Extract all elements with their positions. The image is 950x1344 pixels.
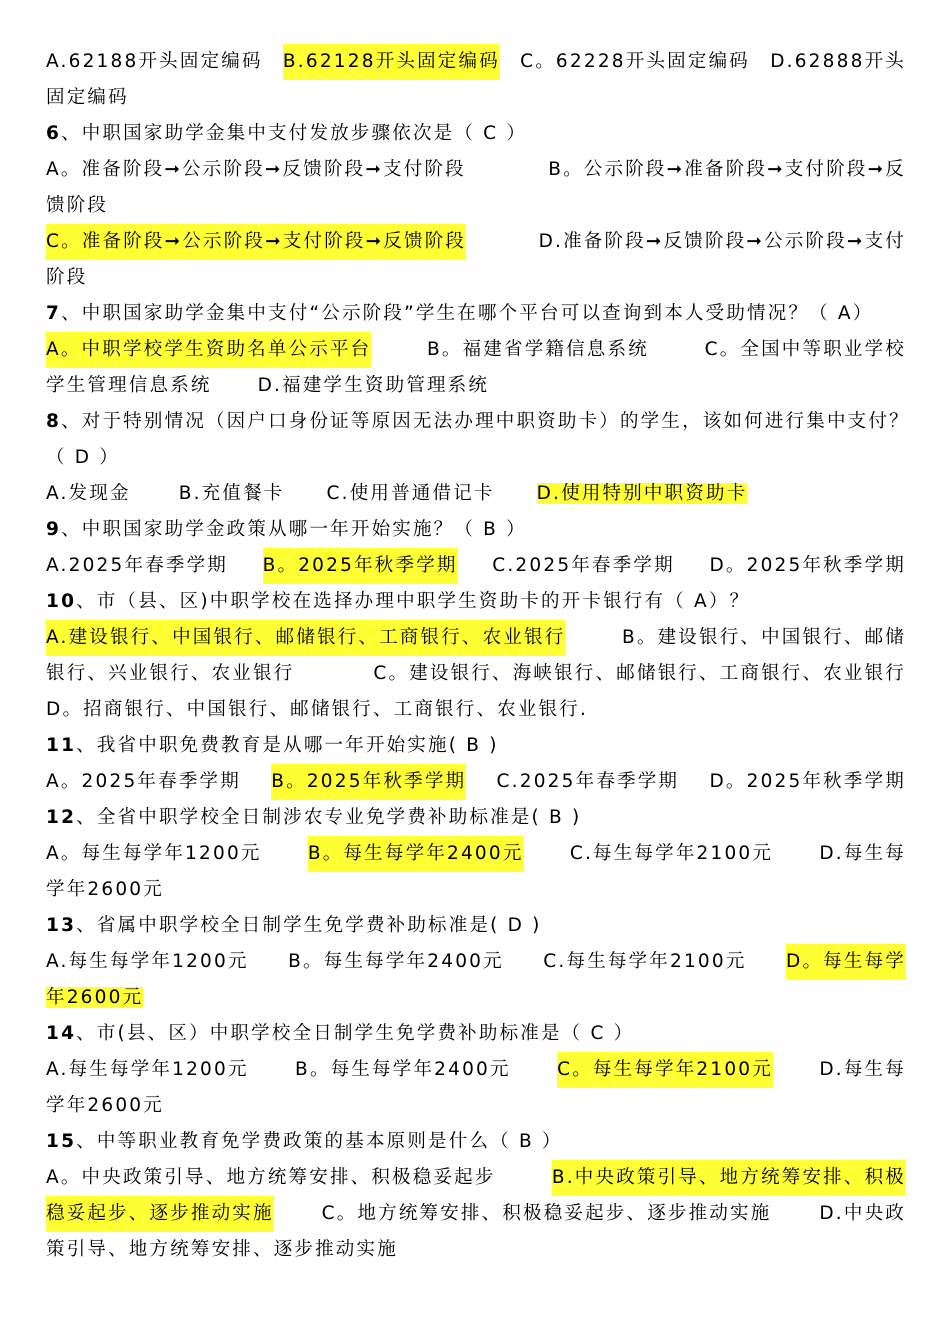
q12-number: 12: [46, 807, 77, 828]
q8-answer-bracket: （ D ）: [46, 447, 121, 468]
q6-options-line-4: [46, 260, 906, 296]
q10-option-a-answer: A.建设银行、中国银行、邮储银行、工商银行、农业银行: [46, 620, 565, 656]
q9-question: [46, 512, 906, 548]
q8-question-cont: [46, 440, 906, 476]
q12-options-line-2: [46, 872, 906, 908]
q11-text: 、我省中职免费教育是从哪一年开始实施( B ): [76, 735, 499, 756]
q15-number: 15: [46, 1131, 77, 1152]
q7-options-line-1: [46, 332, 906, 368]
q13-option-a: A.每生每学年1200元: [46, 951, 249, 972]
q6-option-d: D.准备阶段➞反馈阶段➞公示阶段➞支付: [538, 231, 906, 252]
q6-number: 6: [46, 123, 62, 144]
q8-number: 8: [46, 411, 62, 432]
q13-text: 、省属中职学校全日制学生免学费补助标准是( D ): [76, 915, 542, 936]
q5-option-a: A.62188开头固定编码: [46, 51, 263, 72]
q11-number: 11: [46, 735, 77, 756]
q14-question: [46, 1016, 906, 1052]
q15-options-line-3: [46, 1232, 906, 1268]
q9-option-c: C.2025年春季学期: [492, 555, 675, 576]
q9-options: [46, 548, 906, 584]
q15-option-d-cont: 策引导、地方统筹安排、逐步推动实施: [46, 1239, 398, 1260]
q6-option-b: B。公示阶段➞准备阶段➞支付阶段➞反: [548, 159, 906, 180]
q5-option-c: C。62228开头固定编码: [520, 51, 750, 72]
q5-options-line-1: [46, 44, 906, 80]
q9-text: 、中职国家助学金政策从哪一年开始实施？（ B ）: [61, 519, 527, 540]
q7-text: 、中职国家助学金集中支付“公示阶段”学生在哪个平台可以查询到本人受助情况？（ A）: [61, 303, 874, 324]
q13-option-b: B。每生每学年2400元: [288, 951, 504, 972]
q5-option-d: D.62888开头: [770, 51, 906, 72]
q13-options-line-2: [46, 980, 906, 1016]
q14-options-line-2: [46, 1088, 906, 1124]
q15-option-c: C。地方统筹安排、积极稳妥起步、逐步推动实施: [321, 1203, 772, 1224]
q9-option-d: D。2025年秋季学期: [709, 555, 906, 576]
q13-option-c: C.每生每学年2100元: [543, 951, 747, 972]
q11-question: [46, 728, 906, 764]
q13-question: [46, 908, 906, 944]
q10-number: 10: [46, 591, 77, 612]
q15-options-line-2: [46, 1196, 906, 1232]
q15-option-d: D.中央政: [819, 1203, 906, 1224]
q14-option-d: D.每生每: [819, 1059, 906, 1080]
document-page: [46, 44, 910, 1268]
q6-options-line-1: [46, 152, 906, 188]
q15-options-line-1: [46, 1160, 906, 1196]
q15-question: [46, 1124, 906, 1160]
q15-option-a: A。中央政策引导、地方统筹安排、积极稳妥起步: [46, 1167, 496, 1188]
q15-option-b-answer: B.中央政策引导、地方统筹安排、积极: [552, 1160, 906, 1196]
q13-options-line-1: [46, 944, 906, 980]
q12-option-a: A。每生每学年1200元: [46, 843, 262, 864]
q7-option-c-cont: 学生管理信息系统: [46, 375, 212, 396]
q8-option-a: A.发现金: [46, 483, 131, 504]
q6-options-line-3: [46, 224, 906, 260]
q7-option-a-answer: A。中职学校学生资助名单公示平台: [46, 332, 371, 368]
q5-options-line-2: [46, 80, 906, 116]
q8-text: 、对于特别情况（因户口身份证等原因无法办理中职资助卡）的学生，该如何进行集中支付？: [61, 411, 910, 432]
q14-option-a: A.每生每学年1200元: [46, 1059, 249, 1080]
q9-number: 9: [46, 519, 62, 540]
q11-option-a: A。2025年春季学期: [46, 771, 241, 792]
q12-option-c: C.每生每学年2100元: [569, 843, 774, 864]
q12-option-d: D.每生每: [819, 843, 906, 864]
q6-option-b-cont: 馈阶段: [46, 195, 109, 216]
q8-options: [46, 476, 906, 512]
q6-option-c-answer: C。准备阶段➞公示阶段➞支付阶段➞反馈阶段: [46, 224, 466, 260]
q14-option-c-answer: C。每生每学年2100元: [557, 1052, 773, 1088]
q6-options-line-2: [46, 188, 906, 224]
q10-options-line-1: [46, 620, 906, 656]
q8-option-d-answer: D.使用特别中职资助卡: [536, 483, 748, 504]
q15-text: 、中等职业教育免学费政策的基本原则是什么（ B ）: [76, 1131, 563, 1152]
q13-option-d-answer-cont: 年2600元: [46, 987, 144, 1008]
q14-option-b: B。每生每学年2400元: [295, 1059, 511, 1080]
q12-options-line-1: [46, 836, 906, 872]
q14-options-line-1: [46, 1052, 906, 1088]
q13-option-d-answer: D。每生每学: [786, 944, 906, 980]
q12-text: 、全省中职学校全日制涉农专业免学费补助标准是( B ): [76, 807, 582, 828]
q12-option-d-cont: 学年2600元: [46, 879, 164, 900]
q11-option-d: D。2025年秋季学期: [709, 771, 906, 792]
q12-option-b-answer: B。每生每学年2400元: [308, 836, 524, 872]
q10-option-d: D。招商银行、中国银行、邮储银行、工商银行、农业银行.: [46, 699, 589, 720]
q7-question: [46, 296, 906, 332]
q8-question: [46, 404, 910, 440]
q15-option-b-answer-cont: 稳妥起步、逐步推动实施: [46, 1196, 274, 1232]
q11-option-b-answer: B。2025年秋季学期: [271, 764, 466, 800]
q6-option-d-cont: 阶段: [46, 267, 88, 288]
q6-text: 、中职国家助学金集中支付发放步骤依次是（ C ）: [61, 123, 528, 144]
q9-option-a: A.2025年春季学期: [46, 555, 228, 576]
q6-question: [46, 116, 906, 152]
q14-option-d-cont: 学年2600元: [46, 1095, 164, 1116]
q8-option-c: C.使用普通借记卡: [326, 483, 495, 504]
q8-option-b: B.充值餐卡: [178, 483, 285, 504]
q14-number: 14: [46, 1023, 77, 1044]
q10-options-line-2: [46, 656, 906, 692]
q5-option-d-cont: 固定编码: [46, 87, 129, 108]
q10-option-c: C。建设银行、海峡银行、邮储银行、工商银行、农业银行: [373, 663, 906, 684]
q9-option-b-answer: B。2025年秋季学期: [263, 548, 458, 584]
q11-options: [46, 764, 906, 800]
q5-option-b-answer: B.62128开头固定编码: [283, 44, 500, 80]
q10-text: 、市（县、区)中职学校在选择办理中职学生资助卡的开卡银行有（ A）？: [76, 591, 751, 612]
q7-option-b: B。福建省学籍信息系统: [427, 339, 649, 360]
q7-number: 7: [46, 303, 62, 324]
q7-option-c: C。全国中等职业学校: [704, 339, 906, 360]
q7-options-line-2: [46, 368, 906, 404]
q12-question: [46, 800, 906, 836]
q10-question: [46, 584, 906, 620]
q10-option-b-cont: 银行、兴业银行、农业银行: [46, 663, 295, 684]
q6-option-a: A。准备阶段➞公示阶段➞反馈阶段➞支付阶段: [46, 159, 466, 180]
q10-options-line-3: [46, 692, 906, 728]
q11-option-c: C.2025年春季学期: [496, 771, 680, 792]
q13-number: 13: [46, 915, 77, 936]
q10-option-b: B。建设银行、中国银行、邮储: [622, 627, 906, 648]
q7-option-d: D.福建学生资助管理系统: [257, 375, 490, 396]
q14-text: 、市(县、区）中职学校全日制学生免学费补助标准是（ C ）: [76, 1023, 635, 1044]
